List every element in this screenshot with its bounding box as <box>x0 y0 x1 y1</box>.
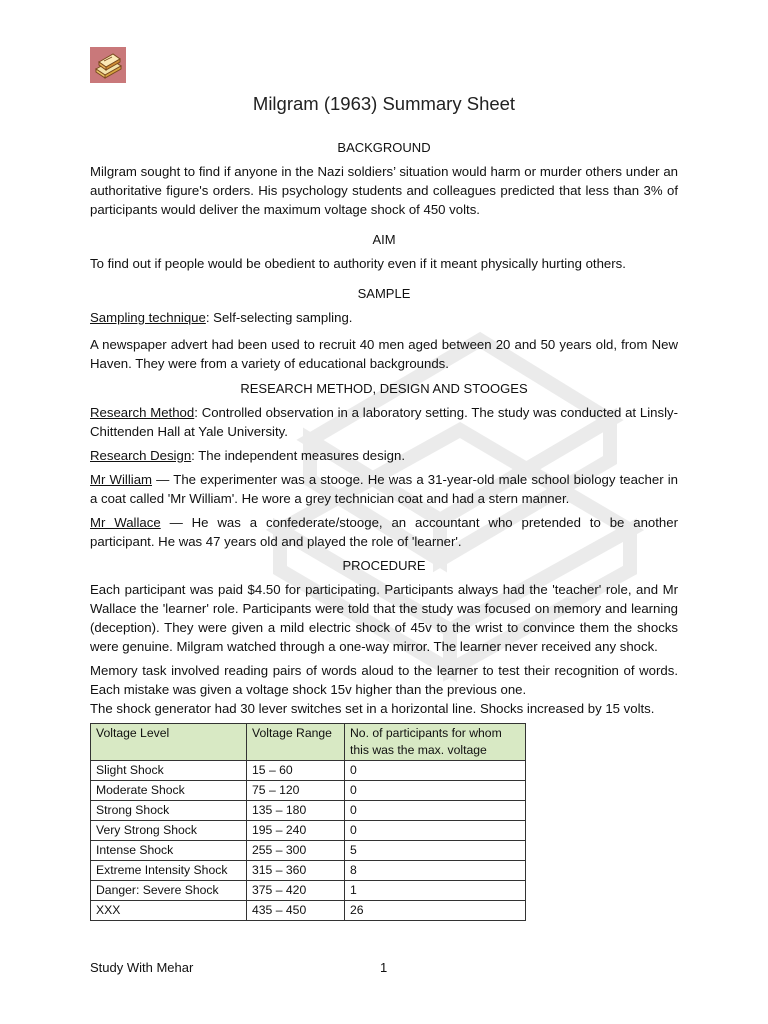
page-number: 1 <box>380 960 388 975</box>
table-row <box>91 801 526 821</box>
table-cell: 255 – 300 <box>247 841 345 861</box>
table-cell: XXX <box>91 901 247 921</box>
table-row <box>91 841 526 861</box>
table-cell: 195 – 240 <box>247 821 345 841</box>
voltage-table <box>90 723 526 921</box>
procedure-text-3: The shock generator had 30 lever switches set in a horizontal line. Shocks increased by 15 volts. <box>90 701 655 716</box>
page-title: Milgram (1963) Summary Sheet <box>252 93 516 114</box>
table-cell: Very Strong Shock <box>91 821 247 841</box>
mr-william-value: — The experimenter was a stooge. He was a 31-year-old male school biology teacher in a coat called 'Mr William'. He wore a grey technician coat and had a stern manner. <box>90 472 678 506</box>
table-cell: 0 <box>345 821 526 841</box>
sampling-technique-label: Sampling technique <box>90 310 206 325</box>
table-cell: Danger: Severe Shock <box>91 881 247 901</box>
mr-wallace <box>90 513 678 551</box>
procedure-text-1: Each participant was paid $4.50 for participating. Participants always had the 'teacher' role, and Mr Wallace the 'learner' role. Participants were told that the study was focused on memory and learning (deception). They were given a mild electric shock of 45v to the wrist to convince them the shocks were genuine. Milgram watched through a one-way mirror. The learner never received any shock. <box>90 582 678 654</box>
table-row <box>91 881 526 901</box>
table-header-voltage-level: Voltage Level <box>91 724 247 761</box>
procedure-text-2: Memory task involved reading pairs of words aloud to the learner to test their recognition of words. Each mistake was given a voltage shock 15v higher than the previous one. <box>90 663 678 697</box>
background-text: Milgram sought to find if anyone in the Nazi soldiers’ situation would harm or murder others under an authoritative figure's orders. His psychology students and colleagues predicted that less than 3% of participants would deliver the maximum voltage shock of 450 volts. <box>90 164 678 217</box>
research-heading: RESEARCH METHOD, DESIGN AND STOOGES <box>240 381 528 396</box>
table-cell: Extreme Intensity Shock <box>91 861 247 881</box>
books-logo-icon <box>90 47 126 83</box>
document-body <box>90 138 678 921</box>
table-header-voltage-range: Voltage Range <box>247 724 345 761</box>
aim-text: To find out if people would be obedient to authority even if it meant physically hurting others. <box>90 256 626 271</box>
table-cell: 0 <box>345 761 526 781</box>
background-heading: BACKGROUND <box>337 140 431 155</box>
research-design-label: Research Design <box>90 448 192 463</box>
aim-heading: AIM <box>372 232 396 247</box>
table-cell: 5 <box>345 841 526 861</box>
table-header-participants: No. of participants for whom this was the max. voltage <box>345 724 526 761</box>
table-cell: 435 – 450 <box>247 901 345 921</box>
table-row <box>91 901 526 921</box>
table-cell: 8 <box>345 861 526 881</box>
sampling-technique <box>90 308 678 327</box>
table-row <box>91 821 526 841</box>
table-cell: 1 <box>345 881 526 901</box>
table-row <box>91 761 526 781</box>
table-cell: Moderate Shock <box>91 781 247 801</box>
table-row <box>91 781 526 801</box>
sample-text: A newspaper advert had been used to recruit 40 men aged between 20 and 50 years old, from New Haven. They were from a variety of educational backgrounds. <box>90 337 678 371</box>
sampling-technique-value: : Self-selecting sampling. <box>205 310 353 325</box>
table-header-row <box>91 724 526 761</box>
table-cell: 135 – 180 <box>247 801 345 821</box>
table-cell: 0 <box>345 781 526 801</box>
table-cell: 75 – 120 <box>247 781 345 801</box>
mr-wallace-label: Mr Wallace <box>90 515 161 530</box>
sample-heading: SAMPLE <box>357 286 411 301</box>
table-row <box>91 861 526 881</box>
table-cell: 0 <box>345 801 526 821</box>
footer-brand: Study With Mehar <box>90 960 194 975</box>
research-design-value: : The independent measures design. <box>191 448 405 463</box>
table-cell: 26 <box>345 901 526 921</box>
table-cell: 315 – 360 <box>247 861 345 881</box>
table-cell: 375 – 420 <box>247 881 345 901</box>
table-cell: Strong Shock <box>91 801 247 821</box>
research-method-value: : Controlled observation in a laboratory setting. The study was conducted at Linsly-Chittenden Hall at Yale University. <box>90 405 678 439</box>
mr-william-label: Mr William <box>90 472 153 487</box>
research-method <box>90 403 678 441</box>
table-cell: Slight Shock <box>91 761 247 781</box>
research-method-label: Research Method <box>90 405 195 420</box>
research-design <box>90 446 678 465</box>
mr-william <box>90 470 678 508</box>
procedure-heading: PROCEDURE <box>342 558 426 573</box>
table-cell: Intense Shock <box>91 841 247 861</box>
table-cell: 15 – 60 <box>247 761 345 781</box>
mr-wallace-value: — He was a confederate/stooge, an accountant who pretended to be another participant. He was 47 years old and played the role of 'learner'. <box>90 515 678 549</box>
